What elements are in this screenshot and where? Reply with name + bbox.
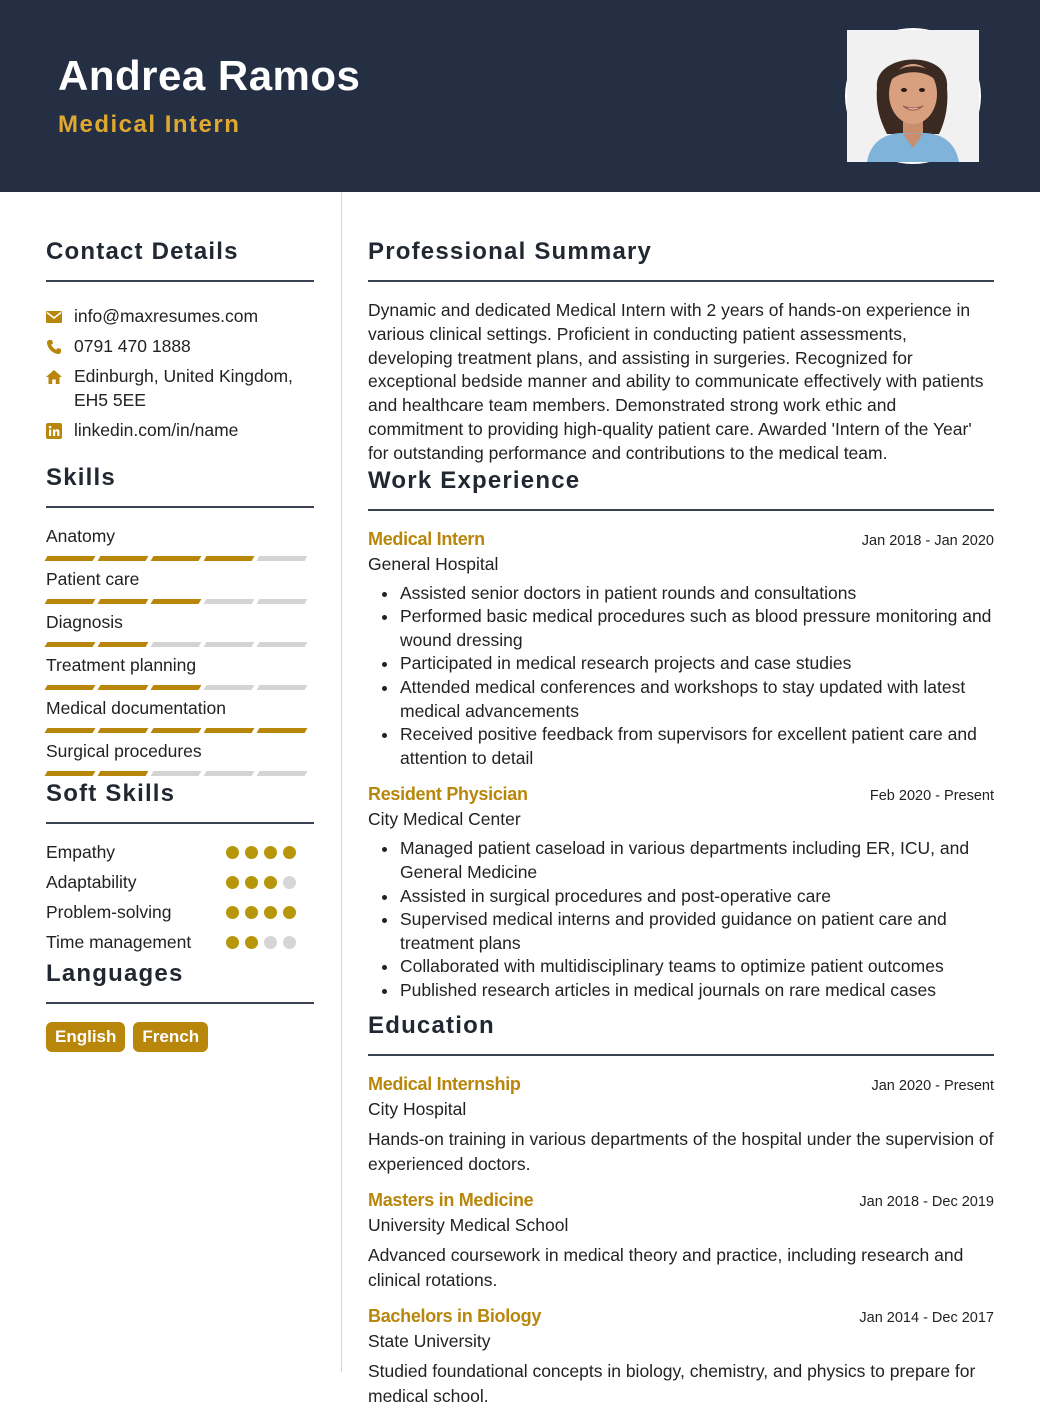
skill-level-segment — [45, 642, 96, 647]
bullet-item: Assisted senior doctors in patient rounds and consultations — [368, 582, 994, 606]
job-bullets — [368, 837, 994, 1002]
summary-text: Dynamic and dedicated Medical Intern with 2 years of hands-on experience in various clinical settings. Proficient in conducting patient assessments, developing treatment plans, and assisting in surgeries. Recognized for exceptional bedside manner and ability to communicate effectively with patients and healthcare team members. Demonstrated strong work ethic and commitment to providing high-quality patient care. Awarded 'Intern of the Year' for outstanding performance and contributions to the medical team. — [368, 300, 984, 463]
rating-dot — [283, 936, 296, 949]
bullet-item: Collaborated with multidisciplinary teams to optimize patient outcomes — [368, 955, 994, 979]
education-title: Education — [368, 1012, 495, 1040]
job-title: Medical Intern — [368, 528, 485, 549]
skill-name: Treatment planning — [46, 655, 197, 675]
skill-level-segment — [257, 728, 308, 733]
skill-name: Diagnosis — [46, 612, 123, 632]
skill-item — [46, 653, 314, 690]
summary-title: Professional Summary — [368, 238, 653, 265]
soft-skill-name: Time management — [46, 932, 192, 952]
soft-skill-item — [46, 900, 314, 924]
contact-list — [46, 304, 314, 442]
skill-level-segment — [98, 771, 149, 776]
rating-dot — [245, 936, 258, 949]
skill-level-segment — [257, 556, 308, 561]
skill-level-segment — [204, 599, 255, 604]
soft-skill-item — [46, 870, 314, 894]
skill-level-bar — [46, 599, 314, 604]
bullet-item: Attended medical conferences and workshops to stay updated with latest medical advancements — [368, 676, 994, 723]
experience-entry — [368, 529, 994, 771]
contact-title: Contact Details — [46, 238, 239, 265]
job-title: Resident Physician — [368, 784, 528, 805]
soft-skill-item — [46, 930, 314, 954]
resume-header — [0, 0, 1040, 192]
email-icon — [46, 304, 74, 325]
skill-name: Anatomy — [46, 526, 116, 546]
soft-skill-rating — [226, 900, 314, 924]
skill-name: Medical documentation — [46, 698, 226, 718]
degree-date: Jan 2018 - Dec 2019 — [859, 1194, 994, 1211]
skill-level-segment — [98, 599, 149, 604]
section-rule — [46, 1002, 314, 1004]
skill-level-segment — [45, 728, 96, 733]
skill-level-segment — [204, 771, 255, 776]
skills-list — [46, 524, 314, 776]
languages-title: Languages — [46, 960, 184, 987]
education-entry — [368, 1190, 994, 1292]
section-rule — [46, 506, 314, 508]
contact-address — [46, 364, 314, 412]
languages-list — [46, 1022, 314, 1052]
skill-item — [46, 696, 314, 733]
skill-level-segment — [151, 728, 202, 733]
skill-level-segment — [151, 642, 202, 647]
skill-item — [46, 610, 314, 647]
skill-level-segment — [257, 771, 308, 776]
rating-dot — [226, 906, 239, 919]
section-rule — [46, 822, 314, 824]
skill-level-segment — [204, 642, 255, 647]
language-badge: French — [133, 1022, 208, 1052]
bullet-item: Received positive feedback from supervisors for excellent patient care and attention to detail — [368, 723, 994, 770]
candidate-name: Andrea Ramos — [58, 52, 361, 99]
skill-level-segment — [257, 685, 308, 690]
rating-dot — [283, 906, 296, 919]
degree-title: Bachelors in Biology — [368, 1306, 542, 1327]
skill-level-segment — [45, 599, 96, 604]
bullet-item: Performed basic medical procedures such as blood pressure monitoring and wound dressing — [368, 605, 994, 652]
skill-level-segment — [151, 556, 202, 561]
soft-skill-item — [46, 840, 314, 864]
education-entry — [368, 1306, 994, 1408]
degree-org: University Medical School — [368, 1215, 569, 1236]
section-rule — [46, 280, 314, 282]
skill-level-segment — [98, 728, 149, 733]
skill-level-segment — [98, 685, 149, 690]
bullet-item: Published research articles in medical journals on rare medical cases — [368, 979, 994, 1003]
rating-dot — [264, 906, 277, 919]
skill-level-bar — [46, 728, 314, 733]
profile-photo — [847, 30, 979, 162]
degree-desc: Studied foundational concepts in biology, chemistry, and physics to prepare for medical school. — [368, 1361, 976, 1406]
degree-title: Medical Internship — [368, 1074, 521, 1095]
skill-level-segment — [257, 599, 308, 604]
skill-item — [46, 567, 314, 604]
bullet-item: Participated in medical research projects and case studies — [368, 652, 994, 676]
skill-level-segment — [204, 728, 255, 733]
contact-phone[interactable] — [46, 334, 314, 358]
section-rule — [368, 280, 994, 282]
contact-phone-text: 0791 470 1888 — [74, 336, 191, 356]
rating-dot — [226, 876, 239, 889]
soft-skills-list — [46, 840, 314, 954]
skill-level-bar — [46, 685, 314, 690]
bullet-item: Supervised medical interns and provided guidance on patient care and treatment plans — [368, 908, 994, 955]
contact-address-text: Edinburgh, United Kingdom, EH5 5EE — [74, 366, 293, 410]
soft-skill-rating — [226, 870, 314, 894]
rating-dot — [264, 936, 277, 949]
skill-name: Patient care — [46, 569, 140, 589]
skill-level-segment — [151, 599, 202, 604]
soft-skill-name: Problem-solving — [46, 902, 172, 922]
skill-level-segment — [45, 771, 96, 776]
job-date: Feb 2020 - Present — [869, 788, 994, 805]
left-column — [46, 192, 314, 1052]
degree-title: Masters in Medicine — [368, 1190, 534, 1211]
rating-dot — [264, 876, 277, 889]
soft-skill-rating — [226, 930, 314, 954]
rating-dot — [226, 936, 239, 949]
skill-level-bar — [46, 642, 314, 647]
right-column — [368, 192, 994, 1408]
skill-level-bar — [46, 556, 314, 561]
skill-level-segment — [98, 642, 149, 647]
skill-level-segment — [204, 556, 255, 561]
skill-level-segment — [204, 685, 255, 690]
skill-level-segment — [151, 685, 202, 690]
skill-name: Surgical procedures — [46, 741, 202, 761]
experience-entry — [368, 784, 994, 1002]
education-entry — [368, 1074, 994, 1176]
phone-icon — [46, 334, 74, 355]
rating-dot — [264, 846, 277, 859]
section-rule — [368, 1054, 994, 1056]
soft-skills-title: Soft Skills — [46, 780, 176, 807]
linkedin-icon — [46, 418, 74, 439]
skill-level-segment — [45, 556, 96, 561]
contact-linkedin-text: linkedin.com/in/name — [74, 420, 239, 440]
home-icon — [46, 364, 74, 385]
degree-desc: Hands-on training in various departments of the hospital under the supervision of experienced doctors. — [368, 1129, 994, 1174]
rating-dot — [283, 846, 296, 859]
contact-linkedin[interactable] — [46, 418, 314, 442]
soft-skill-name: Empathy — [46, 842, 116, 862]
degree-org: State University — [368, 1331, 491, 1352]
skill-item — [46, 739, 314, 776]
job-date: Jan 2018 - Jan 2020 — [861, 532, 994, 549]
avatar — [845, 28, 981, 164]
skill-level-segment — [45, 685, 96, 690]
bullet-item: Managed patient caseload in various departments including ER, ICU, and General Medicine — [368, 837, 994, 884]
candidate-role: Medical Intern — [58, 111, 241, 138]
contact-email-text: info@maxresumes.com — [74, 306, 259, 326]
experience-title: Work Experience — [368, 466, 581, 494]
skill-level-segment — [257, 642, 308, 647]
column-divider — [341, 192, 342, 1372]
job-org: General Hospital — [368, 553, 499, 574]
bullet-item: Assisted in surgical procedures and post-operative care — [368, 885, 994, 909]
rating-dot — [245, 846, 258, 859]
soft-skill-name: Adaptability — [46, 872, 137, 892]
degree-org: City Hospital — [368, 1099, 467, 1120]
rating-dot — [245, 906, 258, 919]
skill-level-segment — [151, 771, 202, 776]
skill-level-segment — [98, 556, 149, 561]
skill-level-bar — [46, 771, 314, 776]
job-org: City Medical Center — [368, 809, 521, 830]
degree-date: Jan 2020 - Present — [871, 1078, 994, 1095]
skill-item — [46, 524, 314, 561]
degree-date: Jan 2014 - Dec 2017 — [859, 1310, 994, 1327]
job-bullets — [368, 582, 994, 771]
rating-dot — [226, 846, 239, 859]
rating-dot — [245, 876, 258, 889]
soft-skill-rating — [226, 840, 314, 864]
contact-email[interactable] — [46, 304, 314, 328]
section-rule — [368, 509, 994, 511]
rating-dot — [283, 876, 296, 889]
degree-desc: Advanced coursework in medical theory and practice, including research and clinical rotations. — [368, 1245, 964, 1290]
language-badge: English — [46, 1022, 125, 1052]
skills-title: Skills — [46, 464, 116, 491]
